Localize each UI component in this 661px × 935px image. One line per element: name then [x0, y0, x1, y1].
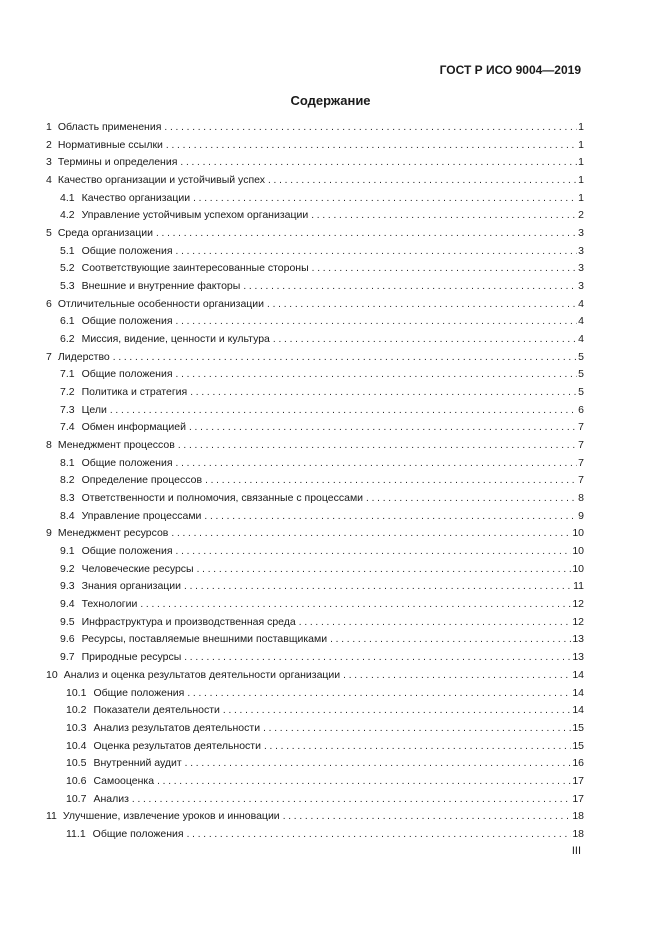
toc-entry[interactable] — [46, 472, 584, 490]
toc-entry-page: 4 — [578, 315, 584, 328]
toc-entry[interactable] — [46, 631, 584, 649]
toc-entry-label: Инфраструктура и производственная среда — [81, 615, 296, 628]
toc-leader-dots — [205, 472, 577, 490]
toc-entry-page: 10 — [572, 562, 584, 575]
toc-entry[interactable] — [46, 561, 584, 579]
toc-leader-dots — [197, 561, 572, 579]
toc-entry[interactable] — [46, 207, 584, 225]
toc-entry[interactable] — [46, 543, 584, 561]
toc-entry-page: 10 — [572, 527, 584, 540]
toc-entry-number: 9.7 — [60, 651, 75, 664]
toc-entry[interactable] — [46, 490, 584, 508]
toc-entry-number: 10.3 — [66, 721, 87, 734]
toc-entry-number: 4.2 — [60, 209, 75, 222]
toc-leader-dots — [176, 455, 578, 473]
toc-entry-page: 13 — [572, 651, 584, 664]
toc-entry-number: 1 — [46, 121, 52, 133]
toc-entry-number: 7.3 — [60, 403, 75, 416]
toc-entry-number: 10.7 — [66, 792, 87, 805]
toc-entry-label: Менеджмент ресурсов — [57, 527, 169, 540]
toc-leader-dots — [267, 296, 577, 314]
standard-header: ГОСТ Р ИСО 9004—2019 — [439, 63, 581, 77]
toc-entry-label: Менеджмент процессов — [57, 439, 175, 452]
toc-entry-number: 10.6 — [66, 774, 87, 787]
toc-leader-dots — [187, 685, 571, 703]
toc-entry[interactable] — [46, 702, 584, 720]
toc-entry-label: Человеческие ресурсы — [81, 562, 194, 575]
toc-entry-page: 17 — [572, 774, 584, 787]
toc-entry-page: 17 — [572, 792, 584, 805]
toc-entry-label: Качество организации и устойчивый успех — [57, 174, 265, 187]
toc-entry[interactable] — [46, 384, 584, 402]
toc-entry[interactable] — [46, 296, 584, 314]
toc-entry-number: 5.1 — [60, 244, 75, 257]
toc-leader-dots — [140, 596, 571, 614]
toc-entry-label: Анализ результатов деятельности — [93, 721, 261, 734]
toc-entry-number: 7.2 — [60, 386, 75, 399]
toc-leader-dots — [157, 773, 571, 791]
toc-entry-label: Область применения — [57, 121, 162, 133]
toc-entry-number: 5.3 — [60, 280, 75, 293]
toc-entry-page: 3 — [578, 262, 584, 275]
toc-leader-dots — [312, 260, 578, 278]
toc-entry[interactable] — [46, 402, 584, 420]
toc-leader-dots — [176, 543, 572, 561]
toc-entry-page: 7 — [578, 456, 584, 469]
toc-leader-dots — [110, 402, 577, 420]
toc-entry-number: 8.4 — [60, 509, 75, 522]
toc-leader-dots — [164, 119, 577, 137]
toc-entry[interactable] — [46, 525, 584, 543]
toc-entry[interactable] — [46, 508, 584, 526]
toc-leader-dots — [189, 419, 577, 437]
toc-entry[interactable] — [46, 826, 584, 844]
toc-entry[interactable] — [46, 791, 584, 809]
toc-entry-page: 1 — [578, 138, 584, 151]
toc-entry-label: Нормативные ссылки — [57, 138, 163, 151]
toc-entry-number: 11 — [46, 810, 57, 823]
toc-leader-dots — [187, 826, 572, 844]
toc-entry-page: 5 — [578, 350, 584, 363]
toc-entry-number: 6 — [46, 297, 52, 310]
toc-entry-label: Качество организации — [81, 191, 191, 204]
toc-entry-label: Управление процессами — [81, 509, 202, 522]
toc-leader-dots — [166, 137, 577, 155]
toc-entry-number: 6.1 — [60, 315, 75, 328]
toc-entry-page: 7 — [578, 439, 584, 452]
toc-leader-dots — [268, 172, 577, 190]
toc-entry-label: Определение процессов — [81, 474, 203, 487]
toc-entry-number: 9.1 — [60, 545, 75, 558]
toc-entry-page: 14 — [572, 668, 584, 681]
toc-entry[interactable] — [46, 225, 584, 243]
toc-entry-page: 13 — [572, 633, 584, 646]
toc-leader-dots — [330, 631, 571, 649]
toc-entry-label: Ответственности и полномочия, связанные с процессами — [81, 492, 364, 505]
toc-entry-number: 7.1 — [60, 368, 75, 381]
toc-entry-number: 3 — [46, 156, 52, 169]
toc-leader-dots — [176, 313, 578, 331]
toc-entry[interactable] — [46, 667, 584, 685]
toc-leader-dots — [273, 331, 577, 349]
toc-entry-page: 1 — [578, 174, 584, 187]
toc-entry-page: 5 — [578, 368, 584, 381]
toc-entry-page: 2 — [578, 209, 584, 222]
toc-entry-number: 8 — [46, 439, 52, 452]
toc-leader-dots — [171, 525, 571, 543]
toc-entry-page: 14 — [572, 686, 584, 699]
toc-entry-page: 4 — [578, 333, 584, 346]
toc-entry-label: Общие положения — [92, 827, 184, 840]
toc-entry-number: 10.2 — [66, 704, 87, 717]
toc-entry-page: 3 — [578, 280, 584, 293]
page-title: Содержание — [290, 93, 371, 108]
toc-entry-label: Общие положения — [81, 368, 173, 381]
toc-entry[interactable] — [46, 685, 584, 703]
toc-entry-label: Природные ресурсы — [81, 651, 182, 664]
toc-entry-number: 8.1 — [60, 456, 75, 469]
toc-entry[interactable] — [46, 720, 584, 738]
toc-leader-dots — [184, 578, 572, 596]
toc-leader-dots — [366, 490, 577, 508]
toc-entry-page: 9 — [578, 509, 584, 522]
toc-leader-dots — [204, 508, 577, 526]
toc-leader-dots — [311, 207, 577, 225]
toc-entry[interactable] — [46, 119, 584, 137]
toc-entry-label: Показатели деятельности — [93, 704, 220, 717]
toc-entry[interactable] — [46, 738, 584, 756]
toc-entry[interactable] — [46, 154, 584, 172]
toc-entry[interactable] — [46, 331, 584, 349]
toc-entry-number: 9.2 — [60, 562, 75, 575]
toc-entry-number: 9 — [46, 527, 52, 540]
toc-entry-number: 9.6 — [60, 633, 75, 646]
toc-leader-dots — [223, 702, 571, 720]
toc-entry[interactable] — [46, 243, 584, 261]
toc-entry-label: Общие положения — [93, 686, 185, 699]
toc-entry-number: 11.1 — [66, 827, 86, 840]
toc-entry-label: Лидерство — [57, 350, 110, 363]
toc-leader-dots — [190, 384, 577, 402]
toc-entry[interactable] — [46, 578, 584, 596]
toc-entry-page: 18 — [572, 810, 584, 823]
toc-entry-page: 14 — [572, 704, 584, 717]
toc-entry-label: Анализ — [93, 792, 129, 805]
toc-entry[interactable] — [46, 260, 584, 278]
toc-leader-dots — [193, 190, 577, 208]
toc-entry-number: 5 — [46, 227, 52, 240]
toc-entry-label: Политика и стратегия — [81, 386, 188, 399]
toc-leader-dots — [178, 437, 577, 455]
toc-entry[interactable] — [46, 349, 584, 367]
toc-entry-label: Управление устойчивым успехом организации — [81, 209, 309, 222]
toc-entry-label: Улучшение, извлечение уроков и инновации — [62, 810, 280, 823]
toc-leader-dots — [176, 366, 578, 384]
toc-entry-number: 9.3 — [60, 580, 75, 593]
toc-entry-number: 6.2 — [60, 333, 75, 346]
toc-entry[interactable] — [46, 190, 584, 208]
toc-entry-number: 8.2 — [60, 474, 75, 487]
toc-entry-page: 7 — [578, 421, 584, 434]
toc-entry-page: 7 — [578, 474, 584, 487]
toc-entry-number: 7 — [46, 350, 52, 363]
toc-entry[interactable] — [46, 596, 584, 614]
toc-leader-dots — [113, 349, 577, 367]
toc-entry-page: 3 — [578, 227, 584, 240]
toc-entry-label: Ресурсы, поставляемые внешними поставщиками — [81, 633, 328, 646]
toc-entry-label: Цели — [81, 403, 107, 416]
toc-entry-page: 6 — [578, 403, 584, 416]
toc-leader-dots — [156, 225, 577, 243]
toc-leader-dots — [185, 755, 572, 773]
toc-entry-page: 18 — [572, 827, 584, 840]
toc-entry-number: 9.5 — [60, 615, 75, 628]
toc-entry-number: 2 — [46, 138, 52, 151]
toc-entry[interactable] — [46, 614, 584, 632]
toc-entry-label: Самооценка — [93, 774, 155, 787]
toc-leader-dots — [343, 667, 571, 685]
toc-entry-label: Общие положения — [81, 456, 173, 469]
toc-entry-number: 7.4 — [60, 421, 75, 434]
toc-entry[interactable] — [46, 278, 584, 296]
toc-entry-label: Среда организации — [57, 227, 153, 240]
toc-entry-label: Оценка результатов деятельности — [93, 739, 261, 752]
toc-entry-label: Технологии — [81, 598, 138, 611]
toc-entry-number: 10.4 — [66, 739, 87, 752]
toc-leader-dots — [176, 243, 578, 261]
toc-entry-number: 10.5 — [66, 757, 87, 770]
page-number: III — [571, 845, 581, 857]
toc-entry[interactable] — [46, 649, 584, 667]
toc-leader-dots — [243, 278, 577, 296]
toc-entry[interactable] — [46, 808, 584, 826]
toc-leader-dots — [299, 614, 572, 632]
toc-entry-label: Соответствующие заинтересованные стороны — [81, 262, 309, 275]
toc-entry-label: Обмен информацией — [81, 421, 186, 434]
toc-entry-number: 9.4 — [60, 598, 75, 611]
toc-entry-page: 16 — [572, 757, 584, 770]
toc-entry-label: Термины и определения — [57, 156, 178, 169]
toc-leader-dots — [180, 154, 577, 172]
toc-entry[interactable] — [46, 419, 584, 437]
table-of-contents — [46, 119, 584, 844]
toc-entry-number: 4.1 — [60, 191, 75, 204]
toc-entry-page: 3 — [578, 244, 584, 257]
toc-entry-page: 12 — [572, 598, 584, 611]
toc-entry-number: 10.1 — [66, 686, 87, 699]
toc-entry-number: 10 — [46, 668, 58, 681]
toc-entry-page: 5 — [578, 386, 584, 399]
toc-entry-page: 15 — [572, 721, 584, 734]
toc-entry-label: Внутренний аудит — [93, 757, 182, 770]
toc-entry-page: 1 — [578, 191, 584, 204]
toc-entry-number: 4 — [46, 174, 52, 187]
toc-entry-page: 1 — [578, 121, 584, 133]
toc-entry-page: 11 — [573, 580, 584, 593]
toc-leader-dots — [184, 649, 571, 667]
toc-entry-label: Знания организации — [81, 580, 182, 593]
toc-entry-label: Миссия, видение, ценности и культура — [81, 333, 270, 346]
toc-entry-number: 8.3 — [60, 492, 75, 505]
toc-entry-number: 5.2 — [60, 262, 75, 275]
toc-entry-page: 12 — [572, 615, 584, 628]
toc-entry[interactable] — [46, 455, 584, 473]
toc-entry-label: Отличительные особенности организации — [57, 297, 265, 310]
toc-entry[interactable] — [46, 172, 584, 190]
toc-entry[interactable] — [46, 755, 584, 773]
toc-entry-page: 10 — [572, 545, 584, 558]
toc-entry-label: Анализ и оценка результатов деятельности организации — [63, 668, 341, 681]
toc-entry-page: 1 — [578, 156, 584, 169]
toc-entry-label: Общие положения — [81, 545, 173, 558]
toc-entry[interactable] — [46, 313, 584, 331]
toc-entry-page: 4 — [578, 297, 584, 310]
toc-entry-label: Общие положения — [81, 315, 173, 328]
toc-entry[interactable] — [46, 137, 584, 155]
toc-entry[interactable] — [46, 437, 584, 455]
toc-entry-label: Общие положения — [81, 244, 173, 257]
toc-entry[interactable] — [46, 773, 584, 791]
toc-entry-page: 8 — [578, 492, 584, 505]
toc-leader-dots — [263, 720, 571, 738]
toc-entry-label: Внешние и внутренние факторы — [81, 280, 241, 293]
toc-leader-dots — [132, 791, 571, 809]
toc-entry[interactable] — [46, 366, 584, 384]
toc-leader-dots — [283, 808, 572, 826]
toc-entry-page: 15 — [572, 739, 584, 752]
toc-leader-dots — [264, 738, 571, 756]
